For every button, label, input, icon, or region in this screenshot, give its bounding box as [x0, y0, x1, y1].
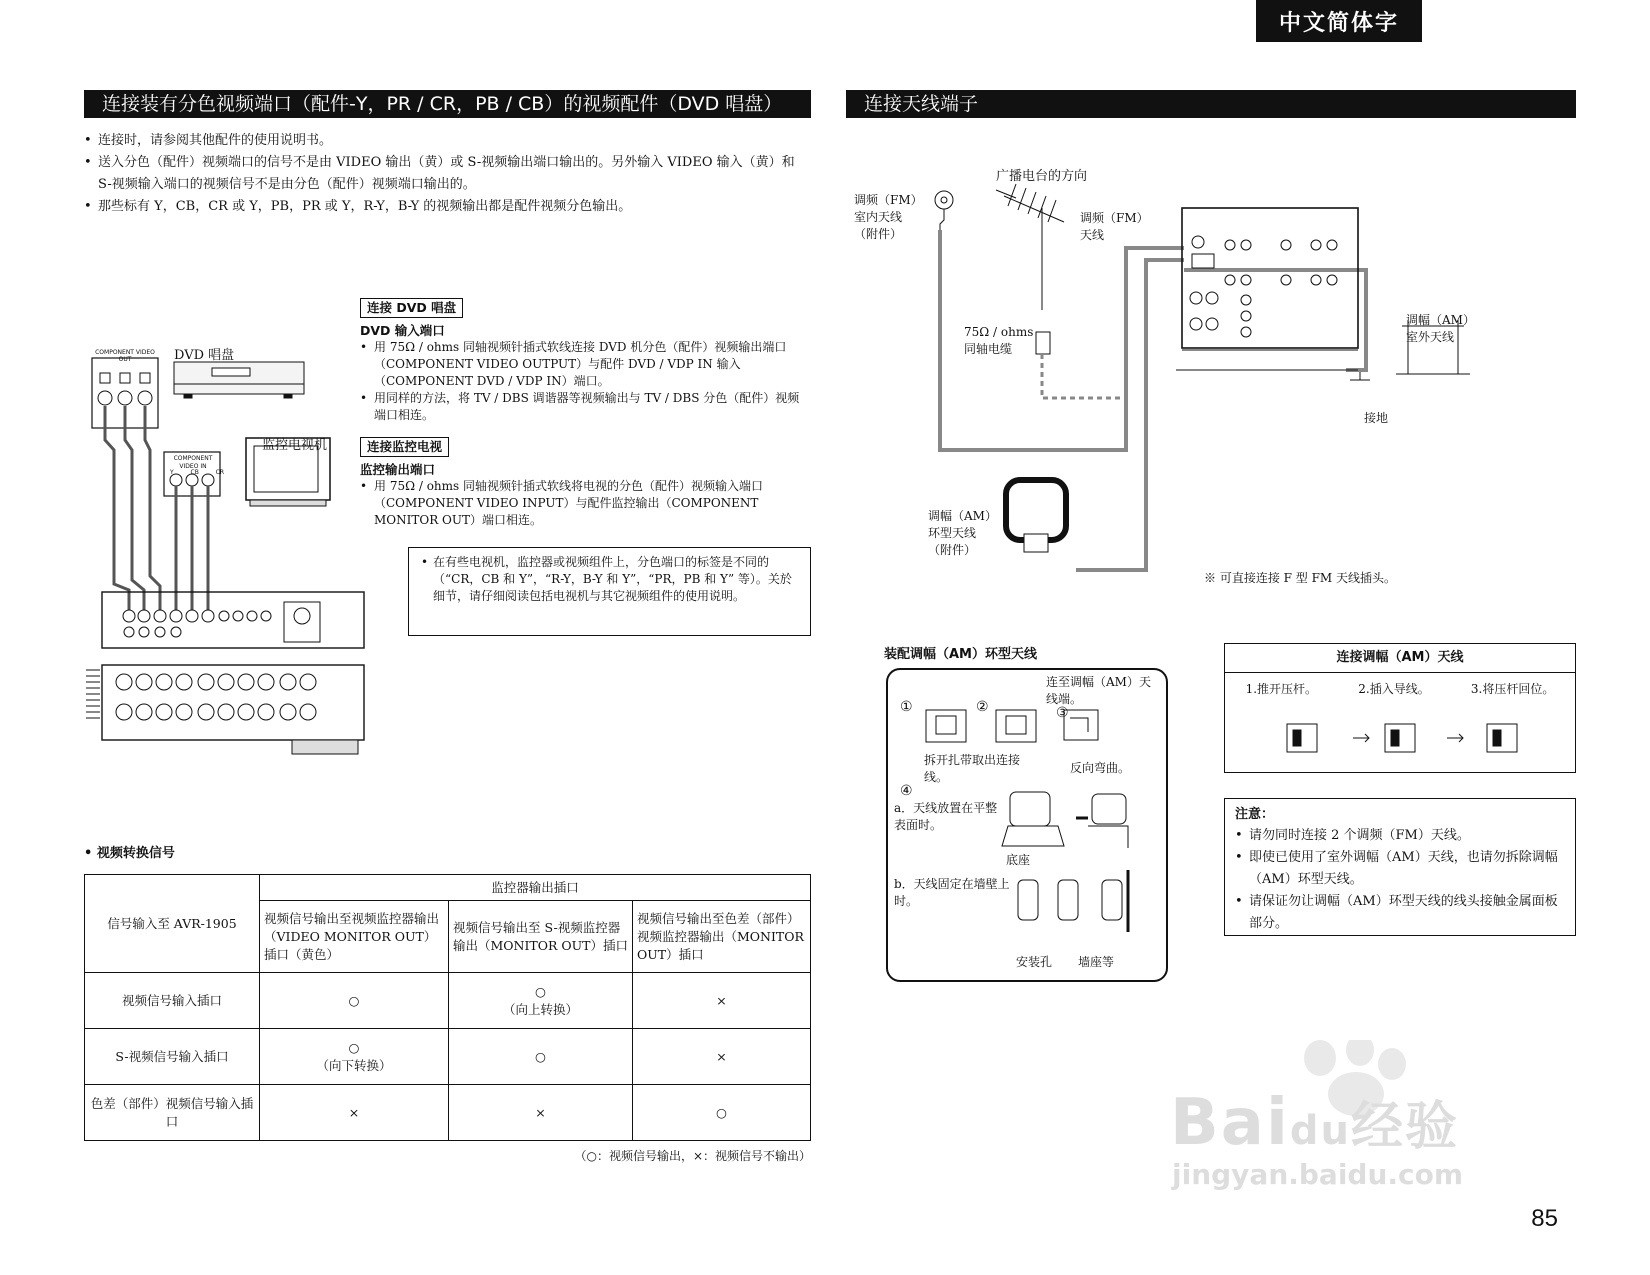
- watermark-logo: [1170, 1084, 1459, 1160]
- am-step: 3.将压杆回位。: [1470, 682, 1555, 696]
- note-box: [408, 547, 811, 636]
- component-in-label: COMPONENT VIDEO IN: [173, 455, 213, 470]
- monitor-section: [360, 436, 811, 529]
- table-title: • 视频转换信号: [84, 846, 175, 861]
- assembly-title: 装配调幅（AM）环型天线: [884, 647, 1037, 662]
- caution-list: [1235, 825, 1565, 935]
- wall-mount-text: b．天线固定在墙壁上时。: [894, 877, 1010, 908]
- monitor-section-sub: 监控输出端口: [360, 462, 436, 477]
- dvd-section-list: [360, 339, 811, 424]
- fm-antenna-label: [1080, 210, 1149, 244]
- am-loop-antenna-label: [928, 508, 997, 559]
- wall-label: 墙座等: [1078, 955, 1115, 969]
- baidu-watermark: [1170, 1040, 1570, 1190]
- intro-item: • 送入分色（配件）视频端口的信号不是由 VIDEO 输出（黄）或 S-视频输出端口输出的。另外输入 VIDEO 输入（黄）和 S-视频输入端口的视频信号不是由分色（配件）视频端口输出的。: [84, 152, 811, 196]
- am-step: 2.插入导线。: [1358, 682, 1430, 696]
- left-intro-list: [84, 130, 811, 218]
- port-label: Y: [170, 469, 174, 476]
- fm-indoor-antenna-icon: [935, 191, 953, 230]
- label-line: 室内天线: [854, 210, 903, 224]
- label-line: 调幅（AM）: [1406, 313, 1475, 327]
- am-connect-illustrations: [1225, 714, 1577, 764]
- base-label: 底座: [1006, 853, 1031, 867]
- table-row-label: 色差（部件）视频信号输入插口: [85, 1085, 260, 1141]
- table-legend: （○：视频信号输出，×：视频信号不输出）: [574, 1149, 811, 1163]
- table-row-label: S-视频信号输入插口: [85, 1029, 260, 1085]
- watermark-jingyan: 经验: [1351, 1097, 1460, 1157]
- fm-coax-cable: [1042, 354, 1126, 398]
- mount-hole-label: 安装孔: [1016, 955, 1053, 969]
- table-group-header: 监控器输出插口: [260, 875, 811, 901]
- label-line: 室外天线: [1406, 330, 1455, 344]
- table-cell: ○: [633, 1085, 811, 1141]
- label-line: 环型天线: [928, 526, 977, 540]
- am-step: 1.推开压杆。: [1245, 682, 1318, 696]
- am-connect-panel: [1224, 643, 1576, 773]
- table-cell: ○: [260, 973, 449, 1029]
- table-corner-cell: 信号输入至 AVR-1905: [85, 875, 260, 973]
- ground-icon: [1350, 372, 1370, 380]
- table-row: [85, 1085, 811, 1141]
- table-col-header: 视频信号输出至色差（部件）视频监控器输出（MONITOR OUT）插口: [633, 901, 811, 973]
- table-col-header: 视频信号输出至视频监控器输出（VIDEO MONITOR OUT）插口（黄色）: [260, 901, 449, 973]
- flat-surface-text: a．天线放置在平整表面时。: [894, 801, 998, 832]
- coax-cable-label: [964, 324, 1033, 358]
- f-type-note: ※ 可直接连接 F 型 FM 天线插头。: [1204, 571, 1397, 585]
- label-line: 同轴电缆: [964, 342, 1013, 356]
- monitor-section-label: 连接监控电视: [360, 437, 449, 457]
- step-number: ②: [976, 699, 989, 715]
- monitor-tv-label: 监控电视机: [262, 438, 328, 453]
- am-outdoor-antenna-label: [1406, 312, 1475, 346]
- dvd-out-jacks: [98, 373, 152, 405]
- label-line: 调幅（AM）: [928, 509, 997, 523]
- watermark-du: du: [1289, 1108, 1352, 1154]
- label-line: （附件）: [854, 227, 903, 241]
- intro-item: • 那些标有 Y，CB，CR 或 Y，PB，PR 或 Y，R-Y，B-Y 的视频输出都是配件视频分色输出。: [84, 196, 811, 218]
- left-section-title: 连接装有分色视频端口（配件-Y，PR / CR，PB / CB）的视频配件（DVD 唱盘）: [84, 90, 811, 118]
- component-out-label: COMPONENT VIDEO OUT: [95, 349, 155, 363]
- label-line: 天线: [1080, 228, 1105, 242]
- label-line: （附件）: [928, 543, 977, 557]
- receiver-rear-panel: [1176, 208, 1358, 370]
- component-connection-diagram: [84, 340, 384, 800]
- intro-item: • 连接时，请参阅其他配件的使用说明书。: [84, 130, 811, 152]
- caution-item: • 请保证勿让调幅（AM）环型天线的线头接触金属面板部分。: [1235, 891, 1565, 935]
- table-col-header: 视频信号输出至 S-视频监控器输出（MONITOR OUT）插口: [449, 901, 633, 973]
- dvd-section: [360, 297, 811, 424]
- step-number: ④: [900, 783, 913, 799]
- table-cell: ○ （向上转换）: [449, 973, 633, 1029]
- dvd-item: • 用同样的方法，将 TV / DBS 调谐器等视频输出与 TV / DBS 分色（配件）视频端口相连。: [360, 390, 811, 424]
- caution-panel: [1224, 798, 1576, 936]
- dvd-item: • 用 75Ω / ohms 同轴视频针插式软线连接 DVD 机分色（配件）视频输出端口（COMPONENT VIDEO OUTPUT）与配件 DVD / VDP IN 输入（COMPONENT DVD / VDP IN）端口。: [360, 339, 811, 390]
- dvd-section-label: 连接 DVD 唱盘: [360, 298, 463, 318]
- dvd-player-label: DVD 唱盘: [174, 348, 235, 363]
- station-direction-label: 广播电台的方向: [996, 169, 1088, 184]
- label-line: 调频（FM）: [854, 193, 923, 207]
- table-row: [85, 973, 811, 1029]
- dvd-player-icon: [174, 362, 304, 398]
- ground-label: 接地: [1364, 411, 1389, 425]
- caution-title: 注意：: [1235, 807, 1275, 822]
- table-cell: ×: [633, 1029, 811, 1085]
- table-row: [85, 1029, 811, 1085]
- dvd-section-sub: DVD 输入端口: [360, 323, 445, 338]
- language-tab: 中文简体字: [1256, 0, 1422, 42]
- table-cell: ×: [260, 1085, 449, 1141]
- page-number: 85: [1531, 1205, 1558, 1232]
- fm-indoor-antenna-label: [854, 192, 923, 243]
- dvd-cables: [105, 406, 160, 610]
- am-connect-steps: [1225, 681, 1575, 698]
- right-section-title: 连接天线端子: [846, 90, 1576, 118]
- watermark-url: jingyan.baidu.com: [1172, 1158, 1464, 1191]
- remove-text: 拆开扎带取出连接线。: [924, 753, 1021, 784]
- note-bullet: •: [421, 555, 429, 569]
- table-cell: ○ （向下转换）: [260, 1029, 449, 1085]
- component-in-port-labels: [170, 469, 224, 476]
- port-label: CR: [215, 469, 224, 476]
- video-conversion-table: [84, 874, 811, 1141]
- am-connect-title: 连接调幅（AM）天线: [1225, 644, 1575, 673]
- table-cell: ○: [449, 1029, 633, 1085]
- am-loop-antenna-icon: [1006, 480, 1066, 552]
- caution-item: • 请勿同时连接 2 个调频（FM）天线。: [1235, 825, 1565, 847]
- connect-to-text: 连至调幅（AM）天线端。: [1046, 675, 1151, 706]
- label-line: 75Ω / ohms: [964, 325, 1034, 339]
- note-text: 在有些电视机，监控器或视频组件上，分色端口的标签是不同的（“CR，CB 和 Y”，“R-Y，B-Y 和 Y”，“PR，PB 和 Y” 等）。关於细节，请仔细阅读包括电视机与其它视频组件的使用说明。: [433, 555, 792, 603]
- port-label: CB: [190, 469, 199, 476]
- step-number: ①: [900, 699, 913, 715]
- caution-item: • 即使已使用了室外调幅（AM）天线，也请勿拆除调幅（AM）环型天线。: [1235, 847, 1565, 891]
- monitor-item: • 用 75Ω / ohms 同轴视频针插式软线将电视的分色（配件）视频输入端口（COMPONENT VIDEO INPUT）与配件监控输出（COMPONENT MONITOR OUT）端口相连。: [360, 478, 811, 529]
- table-title-text: 视频转换信号: [96, 846, 175, 861]
- watermark-bai: Bai: [1170, 1086, 1290, 1160]
- receiver-vent-lines: [86, 670, 100, 718]
- label-line: 调频（FM）: [1080, 211, 1149, 225]
- assembly-box: [886, 668, 1168, 982]
- bend-text: 反向弯曲。: [1070, 761, 1131, 775]
- table-row-label: 视频信号输入插口: [85, 973, 260, 1029]
- table-cell: ×: [633, 973, 811, 1029]
- table-cell: ×: [449, 1085, 633, 1141]
- monitor-section-list: [360, 478, 811, 529]
- step-number: ③: [1056, 705, 1069, 721]
